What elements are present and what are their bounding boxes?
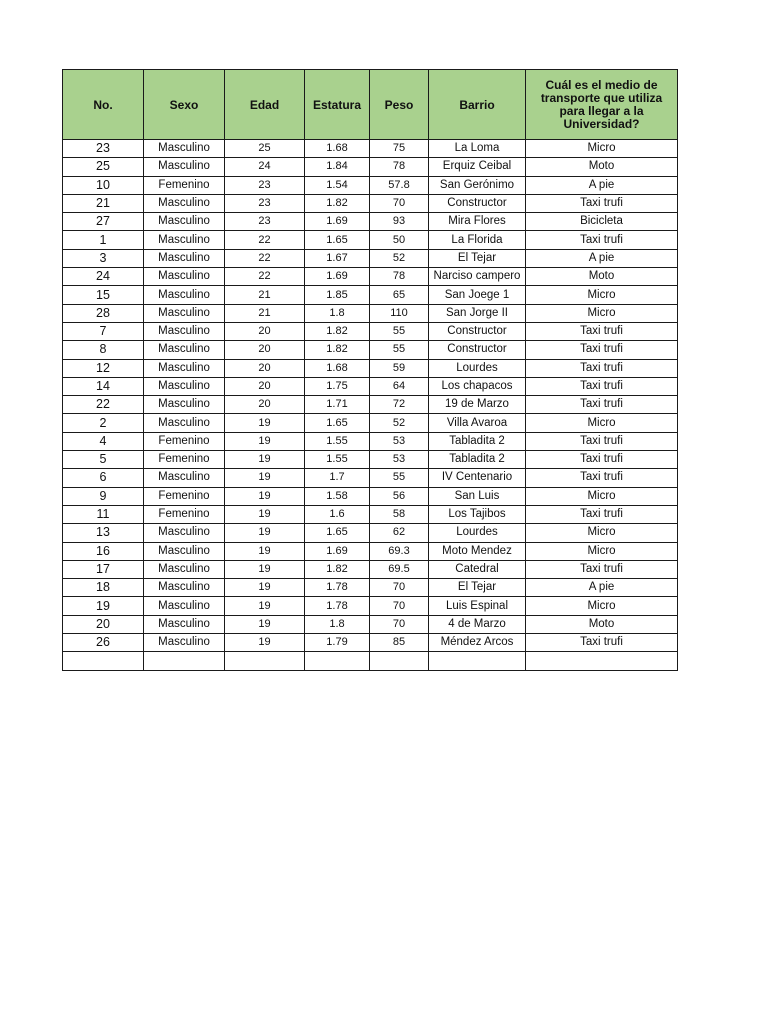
cell-edad[interactable]: 23	[225, 194, 305, 212]
cell-estatura[interactable]: 1.85	[305, 286, 370, 304]
table-row	[63, 560, 678, 578]
cell-no[interactable]: 26	[63, 634, 144, 652]
cell-peso[interactable]: 75	[370, 140, 429, 158]
cell-peso[interactable]: 70	[370, 579, 429, 597]
cell-barrio[interactable]: Luis Espinal	[429, 597, 526, 615]
cell-barrio[interactable]: Lourdes	[429, 359, 526, 377]
cell-transporte[interactable]: Moto	[526, 268, 678, 286]
cell-sexo[interactable]: Masculino	[144, 634, 225, 652]
cell-barrio[interactable]: La Florida	[429, 231, 526, 249]
cell-no[interactable]: 12	[63, 359, 144, 377]
cell-edad[interactable]: 20	[225, 377, 305, 395]
cell-barrio[interactable]: Narciso campero	[429, 268, 526, 286]
cell-sexo[interactable]: Masculino	[144, 249, 225, 267]
cell-estatura[interactable]: 1.68	[305, 359, 370, 377]
cell-sexo[interactable]: Femenino	[144, 487, 225, 505]
cell-edad[interactable]: 19	[225, 597, 305, 615]
table-row	[63, 597, 678, 615]
cell-peso[interactable]: 65	[370, 286, 429, 304]
cell-sexo[interactable]: Masculino	[144, 597, 225, 615]
table-row	[63, 286, 678, 304]
cell-barrio[interactable]: Erquiz Ceibal	[429, 158, 526, 176]
cell-barrio[interactable]: San Joege 1	[429, 286, 526, 304]
table-row	[63, 524, 678, 542]
cell-barrio[interactable]: El Tejar	[429, 249, 526, 267]
cell-sexo[interactable]: Masculino	[144, 579, 225, 597]
table-row	[63, 377, 678, 395]
cell-sexo[interactable]: Masculino	[144, 213, 225, 231]
cell-peso[interactable]: 52	[370, 414, 429, 432]
cell-transporte[interactable]: Micro	[526, 140, 678, 158]
cell-estatura[interactable]: 1.79	[305, 634, 370, 652]
cell-peso[interactable]: 62	[370, 524, 429, 542]
cell-sexo[interactable]: Femenino	[144, 432, 225, 450]
cell-sexo[interactable]	[144, 652, 225, 670]
cell-barrio[interactable]: San Gerónimo	[429, 176, 526, 194]
cell-no[interactable]: 22	[63, 396, 144, 414]
cell-transporte[interactable]: Taxi trufi	[526, 634, 678, 652]
cell-barrio[interactable]: San Jorge II	[429, 304, 526, 322]
spreadsheet-sheet	[62, 69, 678, 671]
cell-sexo[interactable]: Masculino	[144, 542, 225, 560]
cell-no[interactable]: 16	[63, 542, 144, 560]
cell-transporte[interactable]: Micro	[526, 597, 678, 615]
cell-peso[interactable]: 78	[370, 158, 429, 176]
cell-barrio[interactable]: Moto Mendez	[429, 542, 526, 560]
cell-estatura[interactable]: 1.8	[305, 615, 370, 633]
cell-transporte[interactable]: Micro	[526, 286, 678, 304]
cell-edad[interactable]: 19	[225, 469, 305, 487]
cell-peso[interactable]: 52	[370, 249, 429, 267]
header-sexo[interactable]: Sexo	[144, 70, 225, 140]
cell-no[interactable]: 19	[63, 597, 144, 615]
cell-no[interactable]: 9	[63, 487, 144, 505]
cell-barrio[interactable]	[429, 652, 526, 670]
cell-barrio[interactable]: Catedral	[429, 560, 526, 578]
table-row	[63, 469, 678, 487]
cell-edad[interactable]: 19	[225, 414, 305, 432]
cell-peso[interactable]: 58	[370, 505, 429, 523]
cell-no[interactable]: 18	[63, 579, 144, 597]
table-row	[63, 304, 678, 322]
cell-barrio[interactable]: Méndez Arcos	[429, 634, 526, 652]
cell-estatura[interactable]: 1.68	[305, 140, 370, 158]
cell-peso[interactable]: 56	[370, 487, 429, 505]
cell-peso[interactable]: 53	[370, 432, 429, 450]
cell-estatura[interactable]: 1.65	[305, 231, 370, 249]
cell-barrio[interactable]: Tabladita 2	[429, 432, 526, 450]
cell-edad[interactable]: 20	[225, 341, 305, 359]
cell-no[interactable]: 1	[63, 231, 144, 249]
cell-edad[interactable]: 22	[225, 231, 305, 249]
cell-transporte[interactable]: Micro	[526, 542, 678, 560]
cell-transporte[interactable]: Taxi trufi	[526, 377, 678, 395]
table-row	[63, 194, 678, 212]
cell-peso[interactable]: 55	[370, 322, 429, 340]
cell-estatura[interactable]: 1.7	[305, 469, 370, 487]
cell-sexo[interactable]: Masculino	[144, 158, 225, 176]
cell-estatura[interactable]: 1.75	[305, 377, 370, 395]
cell-no[interactable]: 15	[63, 286, 144, 304]
table-row	[63, 322, 678, 340]
cell-estatura[interactable]: 1.71	[305, 396, 370, 414]
cell-no[interactable]: 8	[63, 341, 144, 359]
cell-sexo[interactable]: Femenino	[144, 505, 225, 523]
cell-transporte[interactable]: Micro	[526, 414, 678, 432]
cell-estatura[interactable]: 1.55	[305, 432, 370, 450]
cell-edad[interactable]: 19	[225, 579, 305, 597]
table-row	[63, 359, 678, 377]
cell-estatura[interactable]: 1.82	[305, 322, 370, 340]
cell-no[interactable]: 11	[63, 505, 144, 523]
cell-sexo[interactable]: Masculino	[144, 469, 225, 487]
cell-barrio[interactable]: 4 de Marzo	[429, 615, 526, 633]
cell-estatura[interactable]: 1.84	[305, 158, 370, 176]
cell-barrio[interactable]: La Loma	[429, 140, 526, 158]
header-no[interactable]: No.	[63, 70, 144, 140]
cell-sexo[interactable]: Masculino	[144, 304, 225, 322]
cell-edad[interactable]: 19	[225, 542, 305, 560]
cell-peso[interactable]: 70	[370, 194, 429, 212]
cell-barrio[interactable]: El Tejar	[429, 579, 526, 597]
header-peso[interactable]: Peso	[370, 70, 429, 140]
table-row	[63, 249, 678, 267]
cell-sexo[interactable]: Masculino	[144, 140, 225, 158]
cell-transporte[interactable]: Taxi trufi	[526, 341, 678, 359]
cell-sexo[interactable]: Masculino	[144, 286, 225, 304]
cell-estatura[interactable]: 1.69	[305, 268, 370, 286]
cell-edad[interactable]: 20	[225, 359, 305, 377]
table-row	[63, 615, 678, 633]
cell-edad[interactable]: 23	[225, 213, 305, 231]
cell-transporte[interactable]: A pie	[526, 176, 678, 194]
cell-barrio[interactable]: Los chapacos	[429, 377, 526, 395]
cell-edad[interactable]: 19	[225, 634, 305, 652]
cell-peso[interactable]: 85	[370, 634, 429, 652]
cell-transporte[interactable]	[526, 652, 678, 670]
cell-sexo[interactable]: Masculino	[144, 359, 225, 377]
cell-sexo[interactable]: Masculino	[144, 414, 225, 432]
cell-peso[interactable]: 69.3	[370, 542, 429, 560]
cell-sexo[interactable]: Masculino	[144, 194, 225, 212]
cell-barrio[interactable]: Constructor	[429, 194, 526, 212]
cell-no[interactable]: 5	[63, 451, 144, 469]
cell-barrio[interactable]: IV Centenario	[429, 469, 526, 487]
header-row	[63, 70, 678, 140]
table-row	[63, 140, 678, 158]
cell-edad[interactable]: 22	[225, 268, 305, 286]
table-row	[63, 158, 678, 176]
cell-transporte[interactable]: Micro	[526, 524, 678, 542]
cell-estatura[interactable]	[305, 652, 370, 670]
cell-sexo[interactable]: Masculino	[144, 341, 225, 359]
table-row	[63, 487, 678, 505]
cell-transporte[interactable]: A pie	[526, 249, 678, 267]
cell-peso[interactable]: 72	[370, 396, 429, 414]
cell-estatura[interactable]: 1.82	[305, 341, 370, 359]
table-row	[63, 176, 678, 194]
cell-edad[interactable]: 20	[225, 396, 305, 414]
table-body	[63, 140, 678, 671]
cell-peso[interactable]: 55	[370, 469, 429, 487]
cell-edad[interactable]	[225, 652, 305, 670]
cell-edad[interactable]: 19	[225, 560, 305, 578]
cell-peso[interactable]: 70	[370, 615, 429, 633]
cell-estatura[interactable]: 1.8	[305, 304, 370, 322]
cell-peso[interactable]: 59	[370, 359, 429, 377]
cell-sexo[interactable]: Masculino	[144, 396, 225, 414]
cell-barrio[interactable]: Mira Flores	[429, 213, 526, 231]
cell-estatura[interactable]: 1.67	[305, 249, 370, 267]
cell-transporte[interactable]: Taxi trufi	[526, 560, 678, 578]
cell-barrio[interactable]: 19 de Marzo	[429, 396, 526, 414]
cell-transporte[interactable]: Moto	[526, 615, 678, 633]
cell-estatura[interactable]: 1.65	[305, 524, 370, 542]
cell-peso[interactable]: 55	[370, 341, 429, 359]
cell-estatura[interactable]: 1.78	[305, 597, 370, 615]
cell-no[interactable]: 2	[63, 414, 144, 432]
cell-sexo[interactable]: Femenino	[144, 176, 225, 194]
cell-barrio[interactable]: Tabladita 2	[429, 451, 526, 469]
cell-edad[interactable]: 21	[225, 304, 305, 322]
header-estatura[interactable]: Estatura	[305, 70, 370, 140]
cell-transporte[interactable]: A pie	[526, 579, 678, 597]
cell-estatura[interactable]: 1.54	[305, 176, 370, 194]
cell-peso[interactable]: 70	[370, 597, 429, 615]
cell-transporte[interactable]: Taxi trufi	[526, 322, 678, 340]
table-row	[63, 432, 678, 450]
cell-edad[interactable]: 19	[225, 505, 305, 523]
cell-no[interactable]: 20	[63, 615, 144, 633]
cell-no[interactable]: 6	[63, 469, 144, 487]
cell-sexo[interactable]: Masculino	[144, 268, 225, 286]
cell-no[interactable]: 14	[63, 377, 144, 395]
cell-estatura[interactable]: 1.55	[305, 451, 370, 469]
cell-peso[interactable]: 50	[370, 231, 429, 249]
cell-estatura[interactable]: 1.6	[305, 505, 370, 523]
cell-barrio[interactable]: Lourdes	[429, 524, 526, 542]
cell-edad[interactable]: 24	[225, 158, 305, 176]
header-barrio[interactable]: Barrio	[429, 70, 526, 140]
cell-peso[interactable]: 57.8	[370, 176, 429, 194]
cell-estatura[interactable]: 1.65	[305, 414, 370, 432]
cell-estatura[interactable]: 1.69	[305, 213, 370, 231]
cell-barrio[interactable]: Constructor	[429, 322, 526, 340]
cell-no[interactable]: 25	[63, 158, 144, 176]
cell-no[interactable]: 23	[63, 140, 144, 158]
cell-no[interactable]: 28	[63, 304, 144, 322]
table-row	[63, 213, 678, 231]
cell-barrio[interactable]: Villa Avaroa	[429, 414, 526, 432]
table-row	[63, 634, 678, 652]
table-row	[63, 451, 678, 469]
table-row	[63, 268, 678, 286]
cell-barrio[interactable]: Los Tajibos	[429, 505, 526, 523]
header-edad[interactable]: Edad	[225, 70, 305, 140]
cell-no[interactable]: 21	[63, 194, 144, 212]
cell-no[interactable]: 10	[63, 176, 144, 194]
cell-sexo[interactable]: Masculino	[144, 524, 225, 542]
cell-edad[interactable]: 23	[225, 176, 305, 194]
cell-no[interactable]: 7	[63, 322, 144, 340]
cell-peso[interactable]: 93	[370, 213, 429, 231]
cell-edad[interactable]: 19	[225, 524, 305, 542]
cell-transporte[interactable]: Taxi trufi	[526, 359, 678, 377]
survey-table	[62, 69, 678, 671]
cell-no[interactable]: 24	[63, 268, 144, 286]
cell-no[interactable]	[63, 652, 144, 670]
table-row	[63, 652, 678, 670]
table-row	[63, 414, 678, 432]
cell-sexo[interactable]: Femenino	[144, 451, 225, 469]
cell-no[interactable]: 3	[63, 249, 144, 267]
cell-peso[interactable]: 110	[370, 304, 429, 322]
cell-no[interactable]: 27	[63, 213, 144, 231]
table-row	[63, 231, 678, 249]
table-row	[63, 341, 678, 359]
cell-no[interactable]: 17	[63, 560, 144, 578]
cell-sexo[interactable]: Masculino	[144, 322, 225, 340]
cell-barrio[interactable]: Constructor	[429, 341, 526, 359]
cell-edad[interactable]: 25	[225, 140, 305, 158]
cell-sexo[interactable]: Masculino	[144, 560, 225, 578]
cell-peso[interactable]: 69.5	[370, 560, 429, 578]
cell-peso[interactable]: 78	[370, 268, 429, 286]
cell-edad[interactable]: 20	[225, 322, 305, 340]
cell-transporte[interactable]: Micro	[526, 487, 678, 505]
cell-transporte[interactable]: Taxi trufi	[526, 505, 678, 523]
cell-estatura[interactable]: 1.58	[305, 487, 370, 505]
cell-edad[interactable]: 19	[225, 615, 305, 633]
cell-transporte[interactable]: Bicicleta	[526, 213, 678, 231]
cell-sexo[interactable]: Masculino	[144, 377, 225, 395]
cell-peso[interactable]	[370, 652, 429, 670]
cell-peso[interactable]: 53	[370, 451, 429, 469]
cell-estatura[interactable]: 1.82	[305, 560, 370, 578]
cell-estatura[interactable]: 1.82	[305, 194, 370, 212]
cell-transporte[interactable]: Taxi trufi	[526, 231, 678, 249]
cell-edad[interactable]: 19	[225, 432, 305, 450]
cell-estatura[interactable]: 1.78	[305, 579, 370, 597]
table-row	[63, 542, 678, 560]
cell-edad[interactable]: 22	[225, 249, 305, 267]
cell-transporte[interactable]: Taxi trufi	[526, 469, 678, 487]
cell-barrio[interactable]: San Luis	[429, 487, 526, 505]
cell-peso[interactable]: 64	[370, 377, 429, 395]
cell-transporte[interactable]: Taxi trufi	[526, 396, 678, 414]
cell-no[interactable]: 4	[63, 432, 144, 450]
table-row	[63, 505, 678, 523]
cell-transporte[interactable]: Taxi trufi	[526, 451, 678, 469]
table-row	[63, 579, 678, 597]
cell-edad[interactable]: 19	[225, 487, 305, 505]
cell-estatura[interactable]: 1.69	[305, 542, 370, 560]
table-row	[63, 396, 678, 414]
cell-transporte[interactable]: Moto	[526, 158, 678, 176]
cell-sexo[interactable]: Masculino	[144, 615, 225, 633]
cell-transporte[interactable]: Micro	[526, 304, 678, 322]
cell-transporte[interactable]: Taxi trufi	[526, 432, 678, 450]
cell-transporte[interactable]: Taxi trufi	[526, 194, 678, 212]
header-transporte[interactable]: Cuál es el medio de transporte que utiliza para llegar a la Universidad?	[526, 70, 678, 140]
cell-sexo[interactable]: Masculino	[144, 231, 225, 249]
cell-edad[interactable]: 19	[225, 451, 305, 469]
cell-edad[interactable]: 21	[225, 286, 305, 304]
cell-no[interactable]: 13	[63, 524, 144, 542]
